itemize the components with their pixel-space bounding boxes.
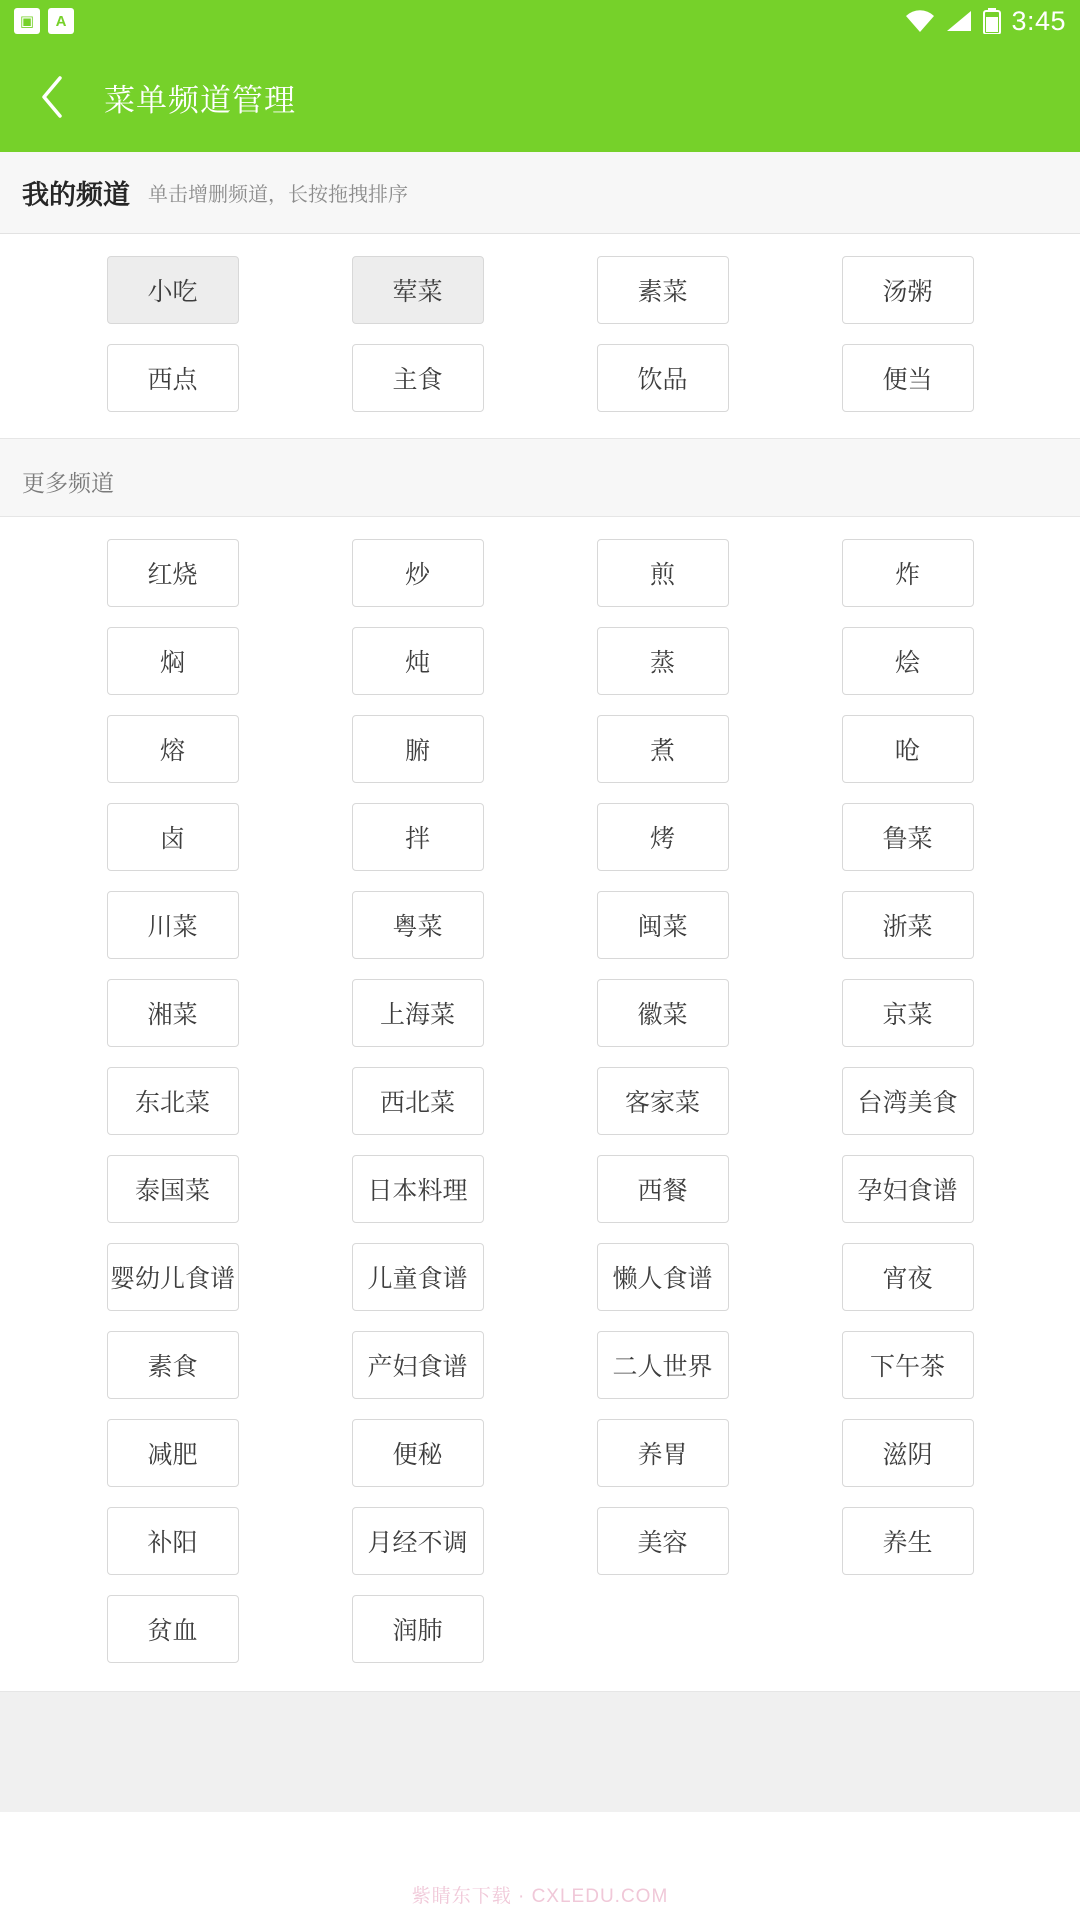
more-channels-panel xyxy=(0,516,1080,1692)
more-channel-chip-8[interactable]: 熔 xyxy=(107,715,239,783)
more-channel-chip-6[interactable]: 蒸 xyxy=(597,627,729,695)
more-channel-chip-32[interactable]: 婴幼儿食谱 xyxy=(107,1243,239,1311)
more-channel-chip-27[interactable]: 台湾美食 xyxy=(842,1067,974,1135)
more-channel-chip-26[interactable]: 客家菜 xyxy=(597,1067,729,1135)
image-icon: ▣ xyxy=(14,8,40,34)
more-channel-chip-49[interactable]: 润肺 xyxy=(352,1595,484,1663)
my-channel-chip-2[interactable]: 素菜 xyxy=(597,256,729,324)
more-channel-chip-22[interactable]: 徽菜 xyxy=(597,979,729,1047)
more-channel-chip-13[interactable]: 拌 xyxy=(352,803,484,871)
more-channels-grid xyxy=(0,539,1080,1663)
more-channel-chip-10[interactable]: 煮 xyxy=(597,715,729,783)
status-bar-right xyxy=(905,6,1066,37)
more-channel-chip-25[interactable]: 西北菜 xyxy=(352,1067,484,1135)
more-channel-chip-28[interactable]: 泰国菜 xyxy=(107,1155,239,1223)
more-channel-chip-4[interactable]: 焖 xyxy=(107,627,239,695)
more-channel-chip-17[interactable]: 粤菜 xyxy=(352,891,484,959)
more-channel-chip-20[interactable]: 湘菜 xyxy=(107,979,239,1047)
more-channel-chip-5[interactable]: 炖 xyxy=(352,627,484,695)
my-channels-header xyxy=(0,152,1080,234)
more-channel-chip-39[interactable]: 下午茶 xyxy=(842,1331,974,1399)
my-channel-chip-4[interactable]: 西点 xyxy=(107,344,239,412)
status-bar-left xyxy=(14,8,74,34)
more-channel-chip-16[interactable]: 川菜 xyxy=(107,891,239,959)
more-channels-title: 更多频道 xyxy=(0,439,1080,516)
signal-icon xyxy=(945,9,973,33)
back-icon xyxy=(39,75,65,119)
more-channel-chip-11[interactable]: 呛 xyxy=(842,715,974,783)
more-channel-chip-35[interactable]: 宵夜 xyxy=(842,1243,974,1311)
my-channel-chip-6[interactable]: 饮品 xyxy=(597,344,729,412)
my-channel-chip-5[interactable]: 主食 xyxy=(352,344,484,412)
status-bar xyxy=(0,0,1080,42)
page-title: 菜单频道管理 xyxy=(104,82,296,118)
more-channel-chip-14[interactable]: 烤 xyxy=(597,803,729,871)
more-channel-chip-34[interactable]: 懒人食谱 xyxy=(597,1243,729,1311)
battery-icon xyxy=(983,8,1001,34)
more-channel-chip-31[interactable]: 孕妇食谱 xyxy=(842,1155,974,1223)
app-icon: A xyxy=(48,8,74,34)
more-channel-chip-43[interactable]: 滋阴 xyxy=(842,1419,974,1487)
my-channels-hint: 单击增删频道，长按拖拽排序 xyxy=(148,184,408,206)
more-channel-chip-19[interactable]: 浙菜 xyxy=(842,891,974,959)
more-channel-chip-24[interactable]: 东北菜 xyxy=(107,1067,239,1135)
more-channel-chip-12[interactable]: 卤 xyxy=(107,803,239,871)
more-channel-chip-40[interactable]: 减肥 xyxy=(107,1419,239,1487)
watermark: 紫睛东下载 · CXLEDU.COM xyxy=(411,1886,669,1907)
my-channel-chip-7[interactable]: 便当 xyxy=(842,344,974,412)
more-channel-chip-18[interactable]: 闽菜 xyxy=(597,891,729,959)
my-channel-chip-3[interactable]: 汤粥 xyxy=(842,256,974,324)
more-channel-chip-7[interactable]: 烩 xyxy=(842,627,974,695)
more-channel-chip-9[interactable]: 腑 xyxy=(352,715,484,783)
my-channel-chip-1[interactable]: 荤菜 xyxy=(352,256,484,324)
more-channel-chip-46[interactable]: 美容 xyxy=(597,1507,729,1575)
more-channel-chip-21[interactable]: 上海菜 xyxy=(352,979,484,1047)
more-channel-chip-41[interactable]: 便秘 xyxy=(352,1419,484,1487)
more-channel-chip-15[interactable]: 鲁菜 xyxy=(842,803,974,871)
wifi-icon xyxy=(905,9,935,33)
more-channel-chip-45[interactable]: 月经不调 xyxy=(352,1507,484,1575)
more-channel-chip-37[interactable]: 产妇食谱 xyxy=(352,1331,484,1399)
clock: 3:45 xyxy=(1011,5,1066,36)
more-channel-chip-3[interactable]: 炸 xyxy=(842,539,974,607)
bottom-spacer xyxy=(0,1692,1080,1812)
my-channels-panel xyxy=(0,234,1080,439)
more-channel-chip-23[interactable]: 京菜 xyxy=(842,979,974,1047)
more-channel-chip-42[interactable]: 养胃 xyxy=(597,1419,729,1487)
more-channel-chip-36[interactable]: 素食 xyxy=(107,1331,239,1399)
more-channel-chip-1[interactable]: 炒 xyxy=(352,539,484,607)
more-channel-chip-0[interactable]: 红烧 xyxy=(107,539,239,607)
app-bar xyxy=(0,42,1080,152)
my-channels-grid xyxy=(0,256,1080,412)
my-channels-title: 我的频道 xyxy=(22,180,130,210)
more-channel-chip-30[interactable]: 西餐 xyxy=(597,1155,729,1223)
back-button[interactable] xyxy=(28,73,76,121)
more-channel-chip-44[interactable]: 补阳 xyxy=(107,1507,239,1575)
my-channel-chip-0[interactable]: 小吃 xyxy=(107,256,239,324)
more-channel-chip-33[interactable]: 儿童食谱 xyxy=(352,1243,484,1311)
more-channel-chip-48[interactable]: 贫血 xyxy=(107,1595,239,1663)
more-channel-chip-38[interactable]: 二人世界 xyxy=(597,1331,729,1399)
more-channel-chip-47[interactable]: 养生 xyxy=(842,1507,974,1575)
more-channel-chip-29[interactable]: 日本料理 xyxy=(352,1155,484,1223)
more-channel-chip-2[interactable]: 煎 xyxy=(597,539,729,607)
